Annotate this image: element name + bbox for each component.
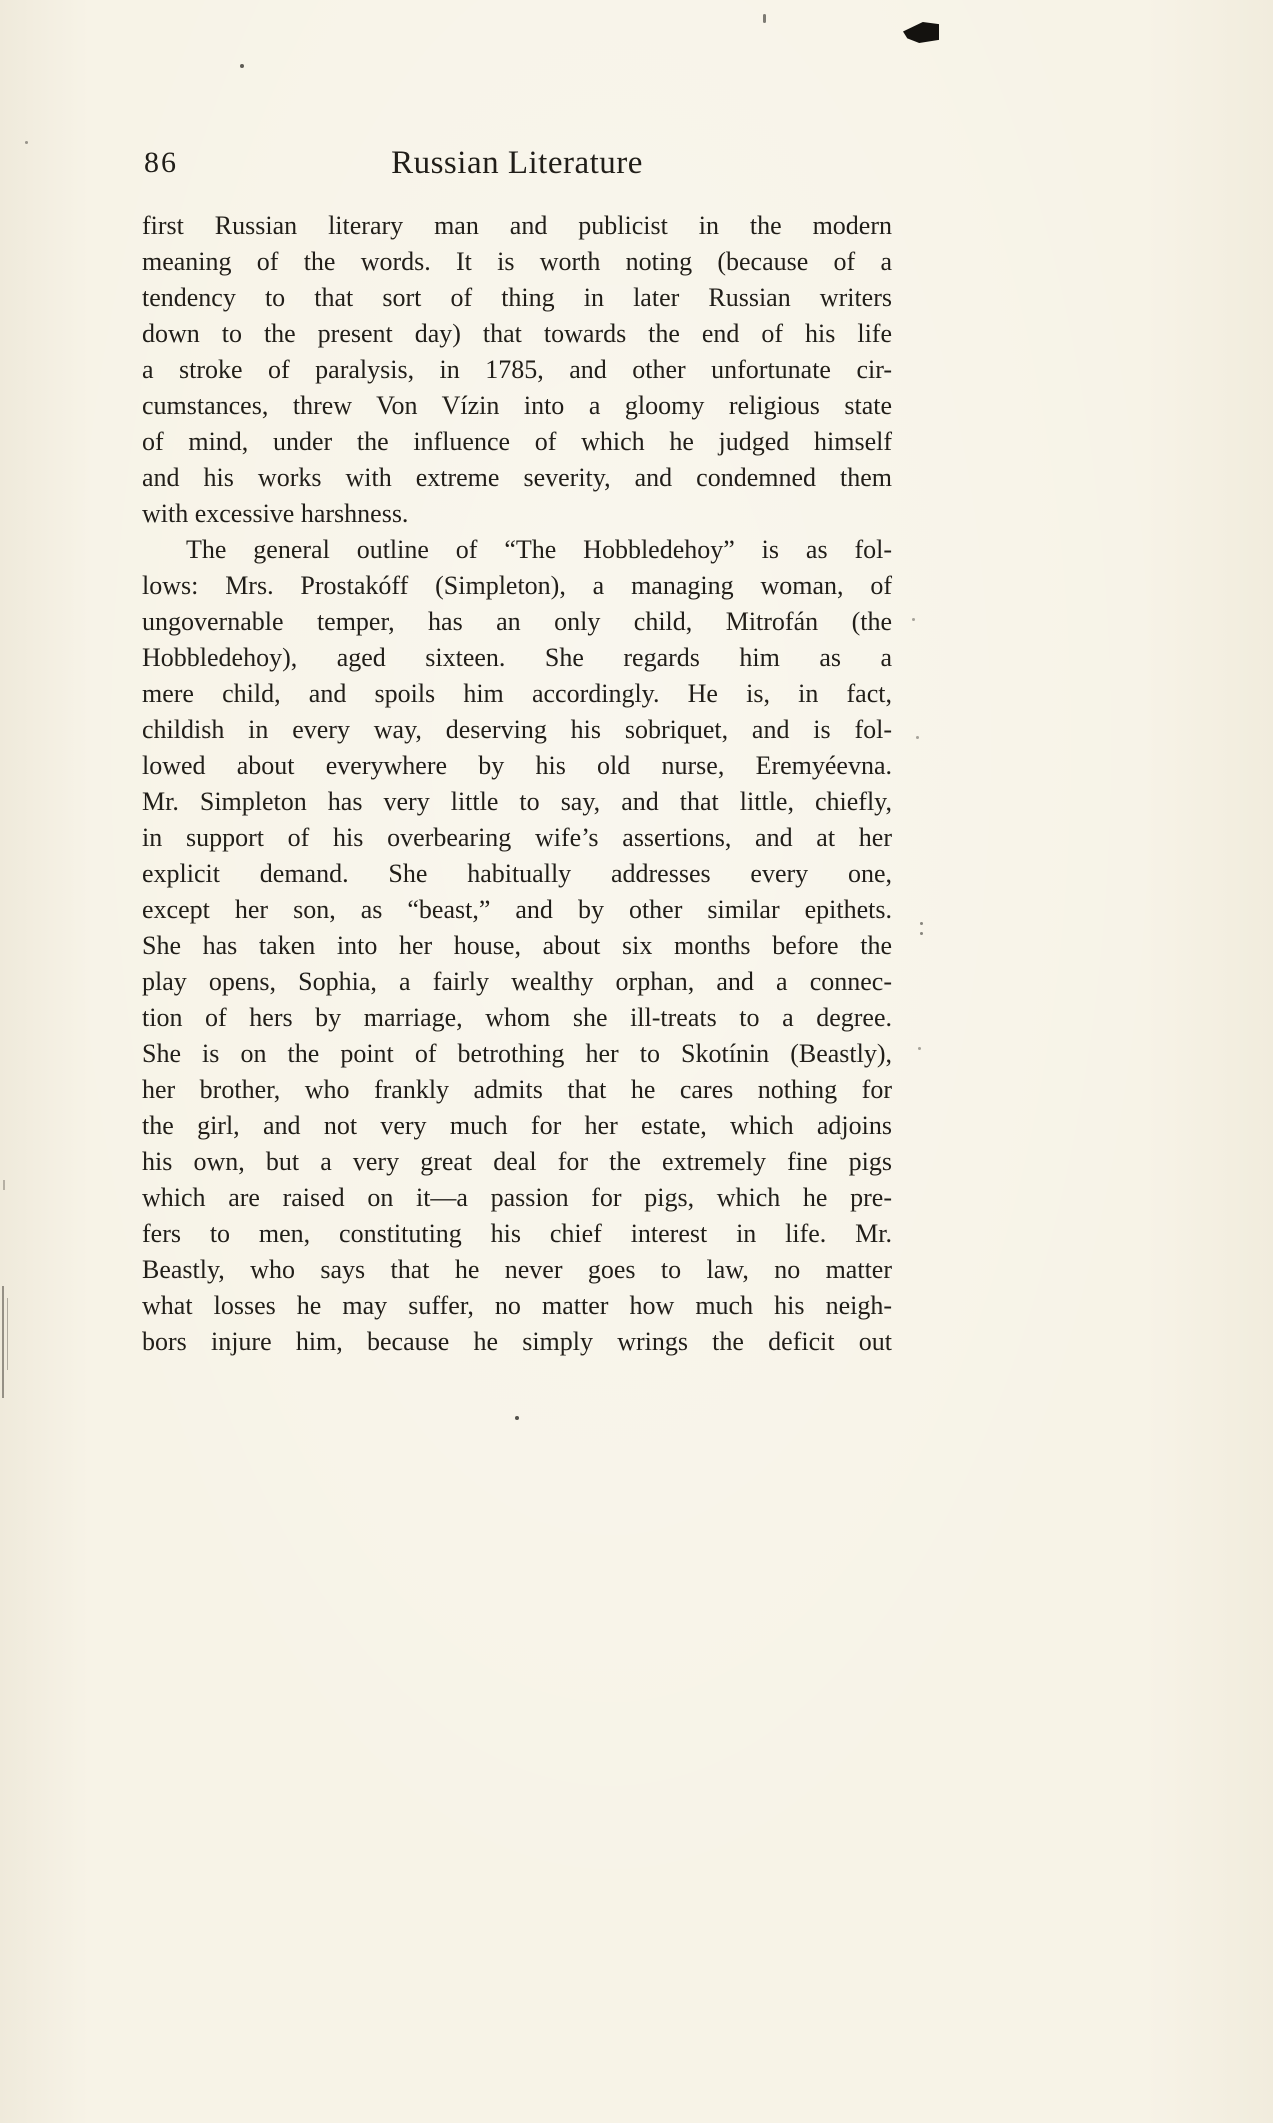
scan-speck xyxy=(240,64,244,68)
text-block xyxy=(142,208,892,1360)
text-line: his own, but a very great deal for the extremely fine pigs xyxy=(142,1147,892,1176)
text-line: The general outline of “The Hobbledehoy” is as fol- xyxy=(186,535,892,564)
text-line: explicit demand. She habitually addresses every one, xyxy=(142,859,892,888)
text-line: what losses he may suffer, no matter how much his neigh- xyxy=(142,1291,892,1320)
text-line: ungovernable temper, has an only child, Mitrofán (the xyxy=(142,607,892,636)
text-line: and his works with extreme severity, and condemned them xyxy=(142,463,892,492)
page-content xyxy=(142,134,892,1360)
text-line: with excessive harshness. xyxy=(142,499,409,528)
text-line: mere child, and spoils him accordingly. He is, in fact, xyxy=(142,679,892,708)
text-line: a stroke of paralysis, in 1785, and other unfortunate cir- xyxy=(142,355,892,384)
text-line: fers to men, constituting his chief interest in life. Mr. xyxy=(142,1219,892,1248)
scan-speck xyxy=(920,932,923,935)
text-line: bors injure him, because he simply wrings the deficit out xyxy=(142,1327,892,1356)
text-line: Hobbledehoy), aged sixteen. She regards him as a xyxy=(142,643,892,672)
page-header xyxy=(142,134,892,182)
text-line: Beastly, who says that he never goes to law, no matter xyxy=(142,1255,892,1284)
scan-speck xyxy=(25,141,28,144)
scan-speck xyxy=(763,14,766,23)
text-line: of mind, under the influence of which he judged himself xyxy=(142,427,892,456)
text-line: tion of hers by marriage, whom she ill-treats to a degree. xyxy=(142,1003,892,1032)
text-line: first Russian literary man and publicist in the modern xyxy=(142,211,892,240)
text-line: play opens, Sophia, a fairly wealthy orphan, and a connec- xyxy=(142,967,892,996)
text-line: tendency to that sort of thing in later Russian writers xyxy=(142,283,892,312)
scan-speck xyxy=(912,618,915,621)
page-edge-artifact xyxy=(2,1286,4,1398)
text-line: except her son, as “beast,” and by other similar epithets. xyxy=(142,895,892,924)
page-edge-artifact xyxy=(3,1180,5,1190)
text-line: in support of his overbearing wife’s assertions, and at her xyxy=(142,823,892,852)
text-line: the girl, and not very much for her estate, which adjoins xyxy=(142,1111,892,1140)
text-line: cumstances, threw Von Vízin into a gloomy religious state xyxy=(142,391,892,420)
ink-blot-artifact xyxy=(903,22,939,43)
text-line: She is on the point of betrothing her to Skotínin (Beastly), xyxy=(142,1039,892,1068)
text-line: down to the present day) that towards the end of his life xyxy=(142,319,892,348)
text-line: meaning of the words. It is worth noting (because of a xyxy=(142,247,892,276)
page-number: 86 xyxy=(144,146,178,179)
text-line: her brother, who frankly admits that he cares nothing for xyxy=(142,1075,892,1104)
text-line: childish in every way, deserving his sobriquet, and is fol- xyxy=(142,715,892,744)
scan-speck xyxy=(515,1416,519,1420)
page-edge-artifact xyxy=(7,1298,8,1370)
text-line: lows: Mrs. Prostakóff (Simpleton), a managing woman, of xyxy=(142,571,892,600)
scan-speck xyxy=(920,922,923,925)
scan-speck xyxy=(916,736,919,739)
page-title: Russian Literature xyxy=(391,145,643,181)
text-line: which are raised on it—a passion for pigs, which he pre- xyxy=(142,1183,892,1212)
text-line: lowed about everywhere by his old nurse, Eremyéevna. xyxy=(142,751,892,780)
text-line: She has taken into her house, about six months before the xyxy=(142,931,892,960)
scan-speck xyxy=(918,1047,921,1050)
text-line: Mr. Simpleton has very little to say, and that little, chiefly, xyxy=(142,787,892,816)
